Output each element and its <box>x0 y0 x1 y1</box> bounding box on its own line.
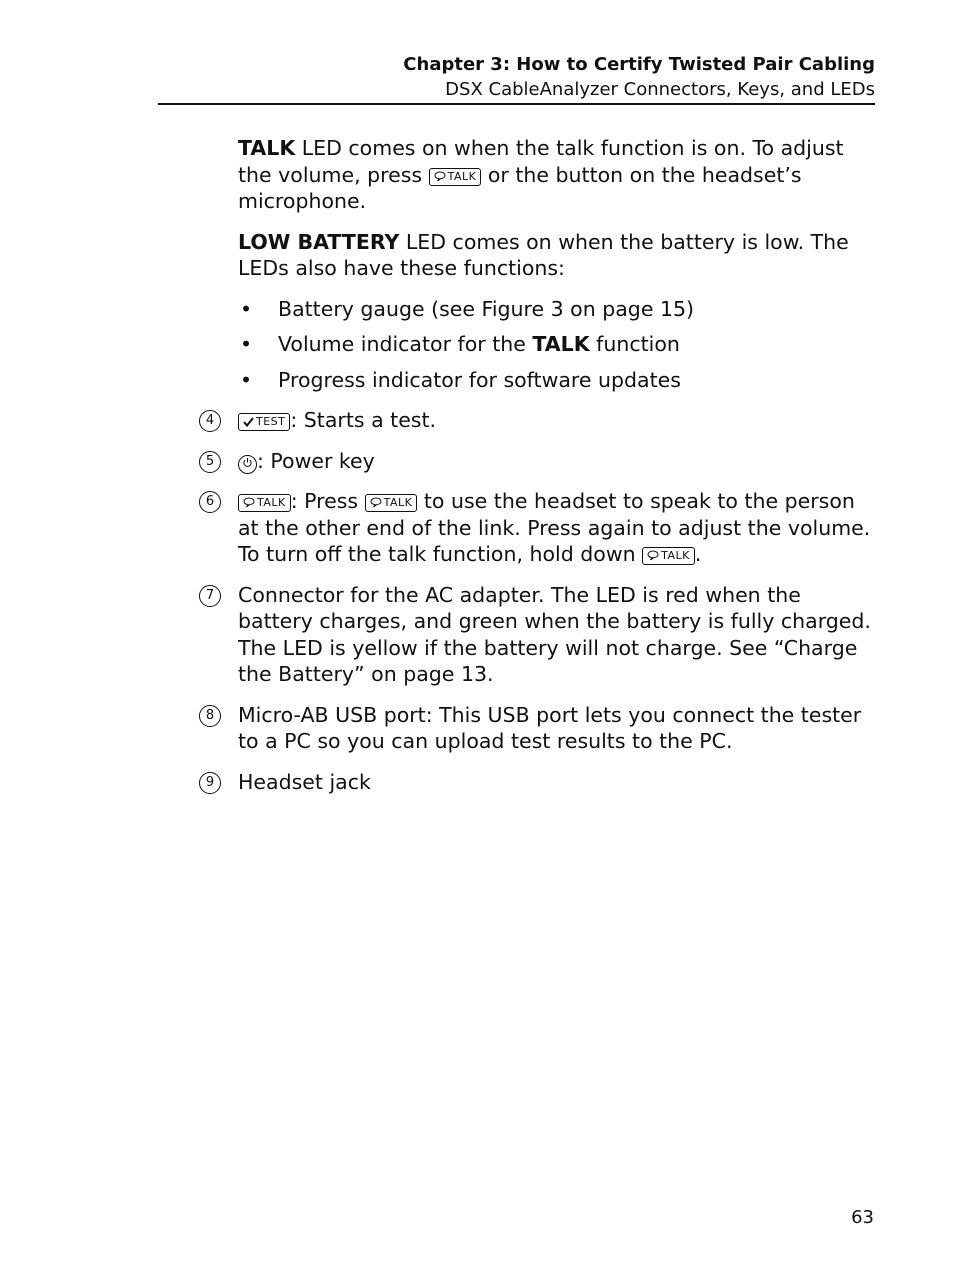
talk-led-text-a: LED comes on when the talk function is on. To adjust the volume, press <box>238 136 844 187</box>
item-6 <box>205 488 878 568</box>
bullet-text: function <box>589 332 680 356</box>
item-text: Headset jack <box>238 769 371 794</box>
item-text: Connector for the AC adapter. The LED is red when the battery charges, and green when the battery is fully charged. The LED is yellow if the battery will not charge. See “Charge the Battery” on page 13. <box>238 582 871 686</box>
list-item: • Battery gauge (see Figure 3 on page 15) <box>240 296 695 321</box>
talk-key-label: TALK <box>257 496 286 509</box>
chapter-title: Chapter 3: How to Certify Twisted Pair Cabling <box>403 54 875 75</box>
item-9 <box>205 769 878 796</box>
page-body <box>205 135 878 809</box>
running-header <box>158 52 875 102</box>
callout-number: 9 <box>199 772 221 794</box>
list-item: • Progress indicator for software updates <box>240 367 681 392</box>
talk-key-label: TALK <box>447 169 477 183</box>
test-key-label: TEST <box>256 415 286 428</box>
item-text: : Power key <box>257 448 375 473</box>
talk-key-icon <box>238 494 291 512</box>
item-text-c: . <box>694 542 702 566</box>
led-functions-list <box>238 296 878 394</box>
talk-key-label: TALK <box>383 496 413 509</box>
callout-number: 5 <box>199 451 221 473</box>
low-battery-text: LED comes on when the battery is low. The LEDs also have these functions: <box>238 229 849 280</box>
bullet-text: Volume indicator for the <box>278 332 533 356</box>
talk-key-icon <box>642 547 695 565</box>
bullet-bold: TALK <box>532 332 590 356</box>
item-text-b: to use the headset to speak to the person at the other end of the link. Press again to adjust the volume. To turn off the talk function, hold down <box>238 489 871 566</box>
callout-number: 4 <box>199 410 221 432</box>
talk-key-label: TALK <box>661 549 690 562</box>
bullet-text: Progress indicator for software updates <box>278 367 681 392</box>
callout-number: 7 <box>199 585 221 607</box>
power-key-icon <box>238 455 257 474</box>
low-battery-paragraph <box>238 229 878 282</box>
talk-key-icon <box>429 168 482 186</box>
item-5 <box>205 448 878 475</box>
list-item: • Volume indicator for the TALK function <box>240 332 680 356</box>
item-8 <box>205 702 878 755</box>
talk-led-text-b: or the button on the headset’s microphone. <box>238 162 802 213</box>
item-text: : Starts a test. <box>290 408 437 432</box>
section-title: DSX CableAnalyzer Connectors, Keys, and LEDs <box>445 79 875 100</box>
item-text: Micro-AB USB port: This USB port lets you connect the tester to a PC so you can upload test results to the PC. <box>238 702 862 753</box>
page-number: 63 <box>851 1207 874 1228</box>
bullet-text: Battery gauge (see Figure 3 on page 15) <box>278 296 695 321</box>
talk-led-paragraph <box>238 135 878 215</box>
item-4 <box>205 407 878 434</box>
test-key-icon <box>238 413 290 431</box>
talk-key-icon <box>365 494 418 512</box>
callout-number: 8 <box>199 705 221 727</box>
item-text-a: : Press <box>290 489 365 513</box>
low-battery-label: LOW BATTERY <box>238 229 400 254</box>
callout-number: 6 <box>199 491 221 513</box>
item-7 <box>205 582 878 688</box>
header-rule <box>158 103 875 105</box>
talk-led-label: TALK <box>238 136 296 160</box>
